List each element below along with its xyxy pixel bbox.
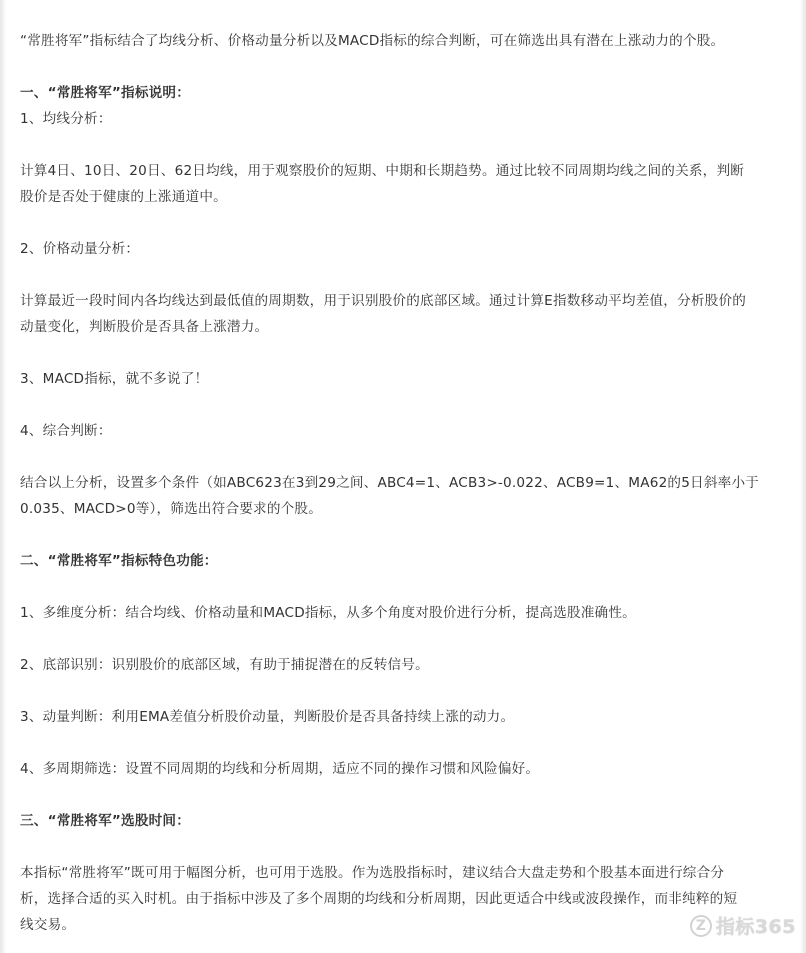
section1-item3-title: 3、MACD指标，就不多说了！ — [20, 371, 209, 387]
watermark-logo-icon: Z — [690, 915, 712, 937]
section1-item2-text-line1: 计算最近一段时间内各均线达到最低值的周期数，用于识别股价的底部区域。通过计算E指数移动平均差值，分析股价的 — [20, 293, 747, 309]
section1-item1-text-line2: 股价是否处于健康的上涨通道中。 — [20, 189, 227, 205]
section1-item2-text-line2: 动量变化，判断股价是否具备上涨潜力。 — [20, 319, 269, 335]
section1-heading: 一、“常胜将军”指标说明： — [20, 85, 190, 101]
section2-feature4: 4、多周期筛选：设置不同周期的均线和分析周期，适应不同的操作习惯和风险偏好。 — [20, 761, 540, 777]
section3-text-line2: 析，选择合适的买入时机。由于指标中涉及了多个周期的均线和分析周期，因此更适合中线或波段操作，而非纯粹的短 — [20, 891, 738, 907]
section1-item4-title: 4、综合判断： — [20, 423, 112, 439]
page-shadow-left — [0, 0, 6, 953]
site-watermark — [690, 912, 796, 939]
section1-item4-text-line2: 0.035、MACD>0等），筛选出符合要求的个股。 — [20, 501, 323, 517]
section2-feature1: 1、多维度分析：结合均线、价格动量和MACD指标，从多个角度对股价进行分析，提高选股准确性。 — [20, 605, 636, 621]
intro-paragraph: “常胜将军”指标结合了均线分析、价格动量分析以及MACD指标的综合判断，可在筛选出具有潜在上涨动力的个股。 — [20, 33, 725, 49]
article-body — [20, 28, 784, 938]
section2-feature2: 2、底部识别：识别股价的底部区域，有助于捕捉潜在的反转信号。 — [20, 657, 429, 673]
section1-item4-text-line1: 结合以上分析，设置多个条件（如ABC623在3到29之间、ABC4=1、ACB3>-0.022、ACB9=1、MA62的5日斜率小于 — [20, 475, 760, 491]
section3-text-line1: 本指标“常胜将军”既可用于幅图分析，也可用于选股。作为选股指标时，建议结合大盘走势和个股基本面进行综合分 — [20, 865, 725, 881]
section2-feature3: 3、动量判断：利用EMA差值分析股价动量，判断股价是否具备持续上涨的动力。 — [20, 709, 515, 725]
section1-item1-text-line1: 计算4日、10日、20日、62日均线，用于观察股价的短期、中期和长期趋势。通过比较不同周期均线之间的关系，判断 — [20, 163, 745, 179]
section3-text-line3: 线交易。 — [20, 917, 76, 933]
page-shadow-right — [800, 0, 806, 953]
section1-item2-title: 2、价格动量分析： — [20, 241, 140, 257]
section1-item1-title: 1、均线分析： — [20, 111, 112, 127]
watermark-text: 指标365 — [715, 916, 796, 938]
section3-heading: 三、“常胜将军”选股时间： — [20, 813, 190, 829]
section2-heading: 二、“常胜将军”指标特色功能： — [20, 553, 218, 569]
